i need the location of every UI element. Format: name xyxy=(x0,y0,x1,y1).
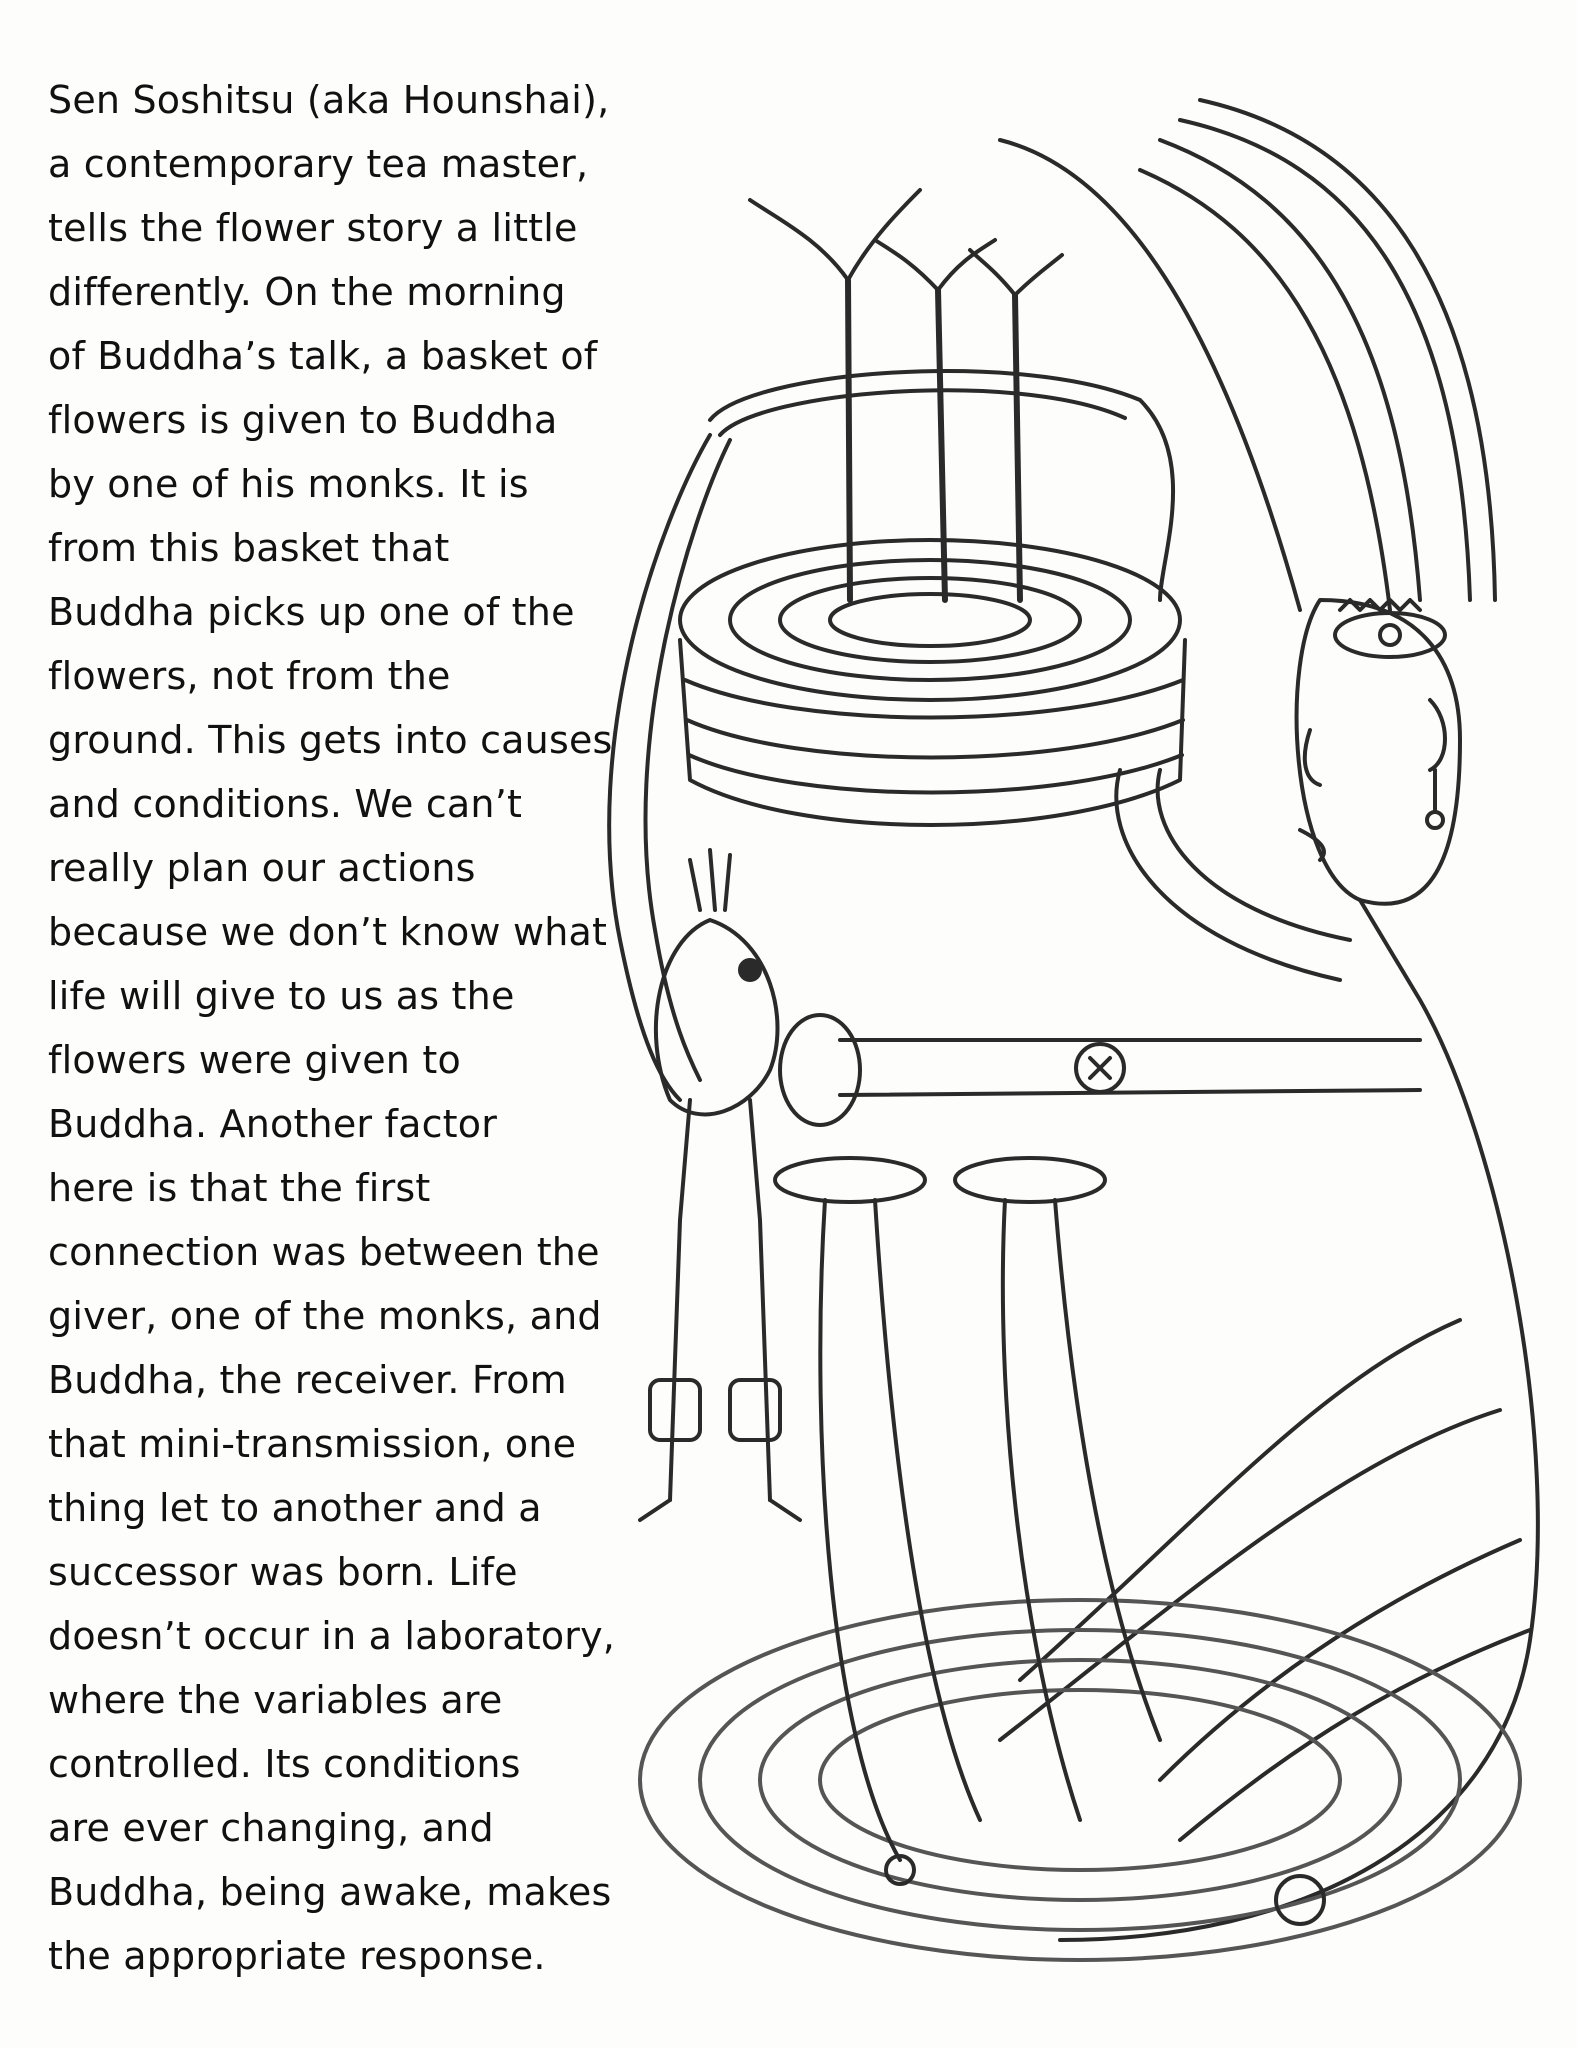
text-line: thing let to another and a xyxy=(48,1486,542,1530)
text-line: and conditions. We can’t xyxy=(48,782,523,826)
text-line: controlled. Its conditions xyxy=(48,1742,521,1786)
text-line: doesn’t occur in a laboratory, xyxy=(48,1614,616,1658)
plume-strokes xyxy=(1000,100,1495,610)
text-line: successor was born. Life xyxy=(48,1550,518,1594)
text-line: giver, one of the monks, and xyxy=(48,1294,602,1338)
text-line: flowers were given to xyxy=(48,1038,461,1082)
text-line: flowers is given to Buddha xyxy=(48,398,558,442)
text-line: here is that the first xyxy=(48,1166,431,1210)
text-line: by one of his monks. It is xyxy=(48,462,529,506)
text-line: the appropriate response. xyxy=(48,1934,546,1978)
text-line: where the variables are xyxy=(48,1678,503,1722)
pencil-drawing-buddha-with-flower-basket-icon xyxy=(600,40,1577,2030)
text-line: Buddha, being awake, makes xyxy=(48,1870,612,1914)
buddha-arm xyxy=(780,1015,1420,1125)
text-line: ground. This gets into causes xyxy=(48,718,613,762)
text-line: Buddha picks up one of the xyxy=(48,590,575,634)
text-line: of Buddha’s talk, a basket of xyxy=(48,334,598,378)
flower-basket xyxy=(680,540,1185,825)
buddha-head xyxy=(1297,600,1460,904)
text-line: tells the flower story a little xyxy=(48,206,578,250)
text-line: from this basket that xyxy=(48,526,450,570)
text-line: Buddha, the receiver. From xyxy=(48,1358,567,1402)
text-line: are ever changing, and xyxy=(48,1806,494,1850)
buddha-legs xyxy=(775,1158,1324,1924)
text-line: life will give to us as the xyxy=(48,974,515,1018)
text-line: because we don’t know what xyxy=(48,910,608,954)
text-line: really plan our actions xyxy=(48,846,476,890)
story-text-block xyxy=(48,68,688,1988)
text-line: flowers, not from the xyxy=(48,654,451,698)
text-line: differently. On the morning xyxy=(48,270,566,314)
lotus-seat xyxy=(640,1600,1520,1960)
text-line: Buddha. Another factor xyxy=(48,1102,498,1146)
text-line: that mini-transmission, one xyxy=(48,1422,577,1466)
text-line: connection was between the xyxy=(48,1230,600,1274)
text-line: a contemporary tea master, xyxy=(48,142,589,186)
text-line: Sen Soshitsu (aka Hounshai), xyxy=(48,78,610,122)
